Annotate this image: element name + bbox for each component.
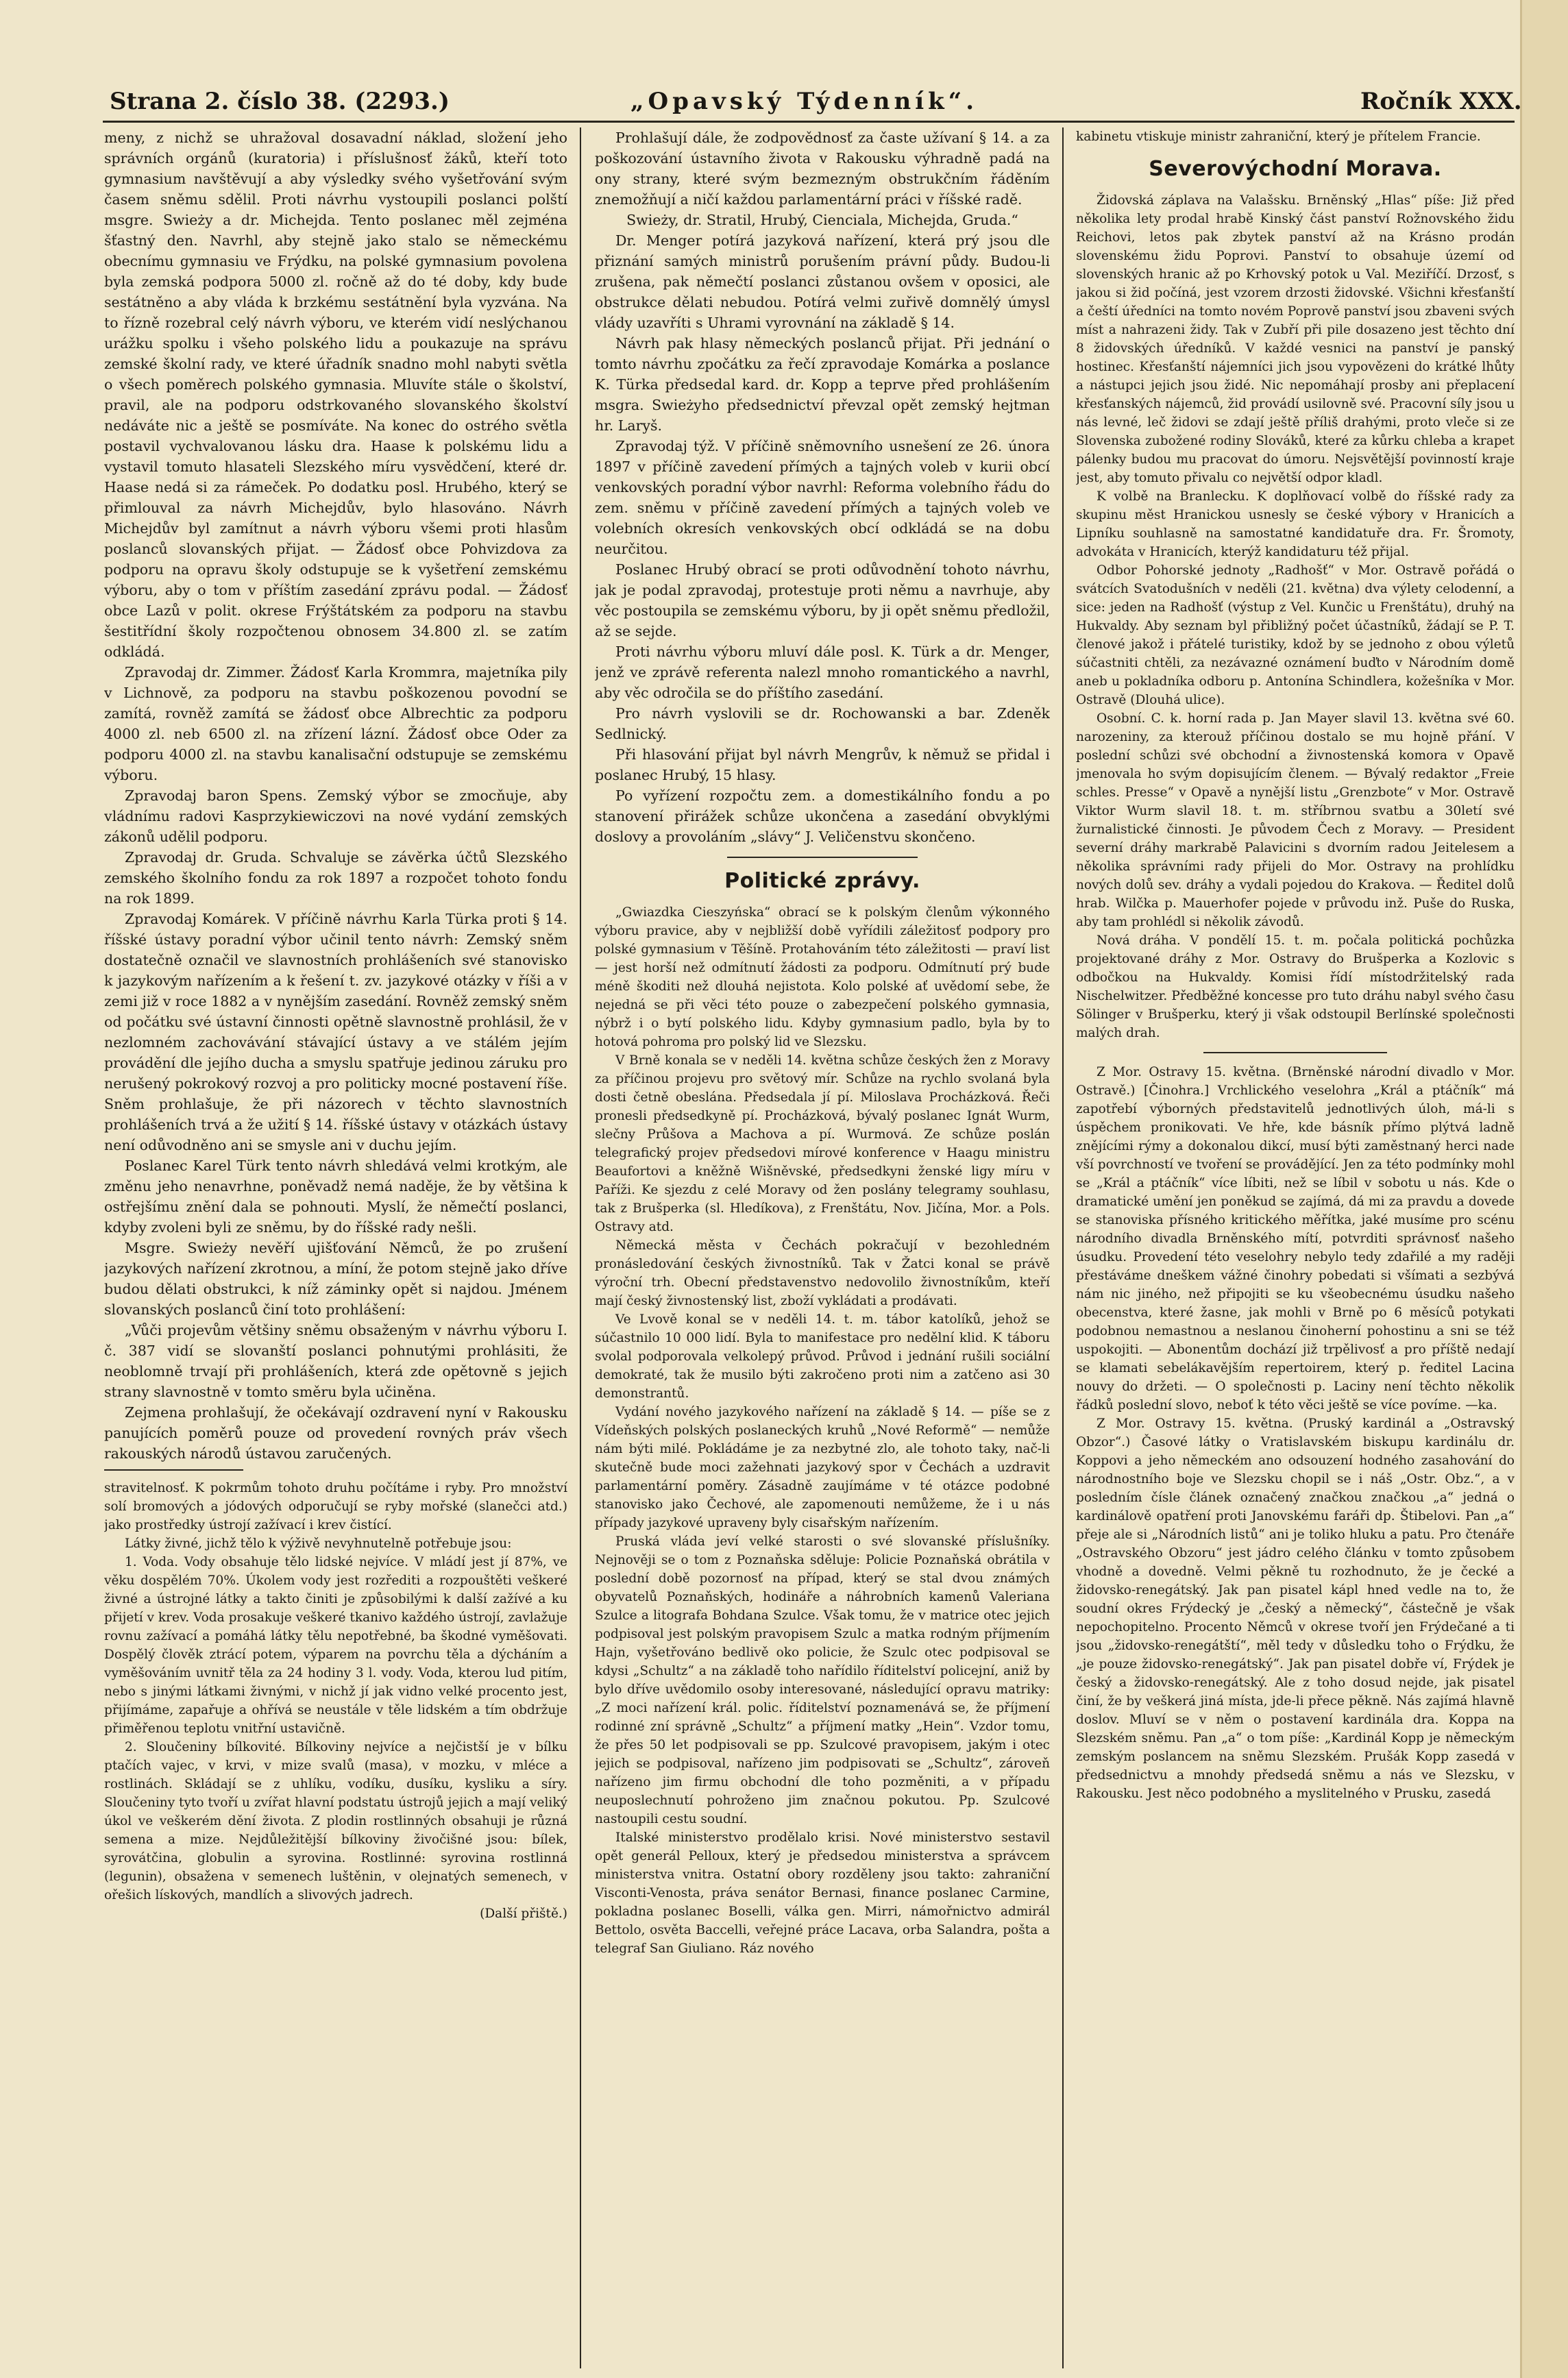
news-item: Pruská vláda jeví velké starosti o své slovanské příslušníky. Nejnověji se o tom z Poznaňska sděluje: Policie Poznaňská obrátila v poslední době pozornosť na případ, který se stal dvou známých obyvatelů Poznaňských, hodináře a náhrobních kamenů Valeriana Szulce a litografa Bohdana Szulce. Však tomu, že v matrice otec jejich podpisoval jest polským pravopisem Szulc a matka rodným příjmením Hajn, vyšetřováno bedlivě oko policie, že Szulc otec podpisoval se kdysi „Schultz“ a na základě toho nařídilo říditelství policejní, aniž by bylo dříve uvědomilo osoby interesované, následující opravu matriky: „Z moci nařízení král. polic. říditelství poznamenává se, že příjmení rodinné zní správně „Schultz“ a příjmení matky „Hein“. Vzdor tomu, že přes 50 let podpisovali se pp. Szulcové pravopisem, jakým i otec jejich se podpisoval, nařízeno jim podpisovati se „Schultz“, zároveň nařízeno jim firmu obchodní dle toho pozměniti, a v případu neuposlechnutí pohroženo jim značnou pokutou. Pp. Szulcové nastoupili cestu soudní. (595, 1534, 1050, 1826)
news-item: Ve Lvově konal se v neděli 14. t. m. tábor katolíků, jehož se súčastnilo 10 000 lidí. Byla to manifestace pro nedělní klid. K táboru svolal podporovala velkolepý průvod. Průvod i jednání rušili sociální demokraté, tak že musilo býti zakročeno proti nim a zatčeno asi 30 demonstrantů. (595, 1312, 1050, 1401)
section-rule (1203, 1052, 1388, 1053)
feuilleton-rule (104, 1469, 243, 1471)
article-text: Poslanec Hrubý obrací se proti odůvodnění tohoto návrhu, jak je podal zpravodaj, protestuje proti němu a navrhuje, aby věc postoupila se zemskému výboru, by ji opět sněmu předložil, až se sejde. (595, 561, 1050, 639)
article-text: Prohlašují dále, že zodpovědnosť za časte užívaní § 14. a za poškozování ústavního života v Rakousku výhradně padá na ony strany, které svým bezmezným obstrukčním řáděním znemožňují a ničí každou parlamentární práci v říšské radě. (595, 130, 1050, 208)
page-edge (1520, 0, 1522, 2378)
news-item: Z Mor. Ostravy 15. května. (Brněnské národní divadlo v Mor. Ostravě.) [Činohra.] Vrchlického veselohra „Král a ptáčník“ má zapotřebí výborných představitelů jednotlivých úloh, má-li s úspěchem pronikovati. Ve hře, kde básník přímo plýtvá ladně znějícími rýmy a dokonalou dikcí, musí býti zaměstnaný herci nade vší povrchností ve tvoření se provádějící. Jen za této podmínky mohl se „Král a ptáčník“ více líbiti, než se líbil v sobotu u nás. Kde o dramatické umění jen poněkud se zajímá, dá mi za pravdu a dovede se stanoviska přísného kritického měřítka, jaké musíme pro scénu národního divadla Brněnského mítí, potvrditi správnosť našeho úsudku. Provedení této veselohry nebylo tedy zdařilé a my raději přestáváme dneškem vážné činohry pobedati si všímati a sezbývá nám nic jiného, než připojiti se ku všeobecnému úsudku našeho obecenstva, které žasne, jak mohli v Brně po 6 měsíců potykati podobnou nemastnou a neslanou činoherní pohostinu a sni se též uspokojiti. — Abonentům dochází již trpělivosť a pro příště nedají se klamati sebelákavějším repertoirem, který p. ředitel Lacina nouvy do držeti. — O společnosti p. Laciny není těchto několik řádků poslední slovo, neboť k této věci ještě se více povíme. —ka. (1076, 1065, 1515, 1412)
page-header (0, 0, 1568, 115)
article-text: meny, z nichž se uhražoval dosavadní náklad, složení jeho správních orgánů (kuratoria) i příslušnosť žáků, kteří toto gymnasium navštěvují a aby výsledky svého vyšetřování svým časem sněmu sdělil. Proti návrhu vystoupili poslanci polští msgre. Swieży a dr. Michejda. Tento poslanec měl zejména šťastný den. Navrhl, aby stejně jako stalo se německému obecnímu gymnasiu ve Frýdku, na polské gymnasium povolena byla zemská podpora 5000 zl. ročně až do té doby, kdy bude sestátněno a aby vláda k brzkému sestátnění byla vyzvána. Na to řízně rozebral celý návrh výboru, ve kterém vidí neslýchanou urážku spolku i všeho polského lidu a poukazuje na správu zemské školní rady, ve které úřadník snadno mohl nabyti světla o všech poměrech polského gymnasia. Mluvíte stále o školství, pravil, ale na podporu odstrkovaného slovanského školství nedáváte nic a ještě se posmíváte. Na konec do ostrého světla postavil vychvalovanou lásku dra. Haase k polskému lidu a vystavil tomuto hlasateli Slezského míru vysvědčení, které dr. Haase nedá si za rámeček. Po dodatku posl. Hrubého, který se přimlouval za návrh Michejdův, bylo hlasováno. Návrh Michejdův byl zamítnut a návrh výboru všemi proti hlasům poslanců slovanských přijat. — Žádosť obce Pohvizdova za podporu na opravu školy odstupuje se k vyšetření zemskému výboru, aby o tom v příštím zasedání zprávu podal. — Žádosť obce Lazů v polit. okrese Frýštátském za podporu na stavbu šestitřídní školy rozpočtenou obnosem 34.800 zl. se zatím odkládá. (104, 130, 567, 660)
news-item: Osobní. C. k. horní rada p. Jan Mayer slavil 13. května své 60. narozeniny, za kterouž příčinou dostalo se mu hojně přání. V poslední schůzi své obchodní a živnostenská komora v Opavě jmenovala ho svým dopisujícím členem. — Bývalý redaktor „Freie schles. Presse“ v Opavě a nynější listu „Grenzbote“ v Mor. Ostravě Viktor Wurm slavil 18. t. m. stříbrnou svatbu a 30letí své žurnalistické činnosti. Je původem Čech z Moravy. — President severní dráhy markrabě Palavicini s dvorním radou Jeitelesem a několika správními rady přijeli do Mor. Ostravy na prohlídku nových dolů sev. dráhy a vydali pojedou do Krakova. — Ředitel dolů hrab. Wilčka p. Mauerhofer pojede v průvodu inž. Puše do Ruska, aby tam prohlédl si několik závodů. (1076, 711, 1515, 929)
header-page-number: Strana 2. číslo 38. (2293.) (110, 88, 450, 115)
article-text: Po vyřízení rozpočtu zem. a domestikálního fondu a po stanovení přirážek schůze ukončena a zasedání obvyklými doslovy a provoláním „slávy“ J. Veličenstvu skončeno. (595, 787, 1050, 845)
column-rule-2 (1062, 127, 1064, 2368)
news-item: K volbě na Branlecku. K doplňovací volbě do říšské rady za skupinu měst Hranickou usnesly se české výbory v Hranicích a Lipníku souhlasně na samostatné kandidatuře dra. Fr. Šromoty, advokáta v Hranicích, kterýž kandidaturu též přijal. (1076, 489, 1515, 559)
article-text: Zpravodaj dr. Gruda. Schvaluje se závěrka účtů Slezského zemského školního fondu za rok 1897 a rozpočet tohoto fondu na rok 1899. (104, 849, 567, 907)
binding-shade (1520, 0, 1568, 2378)
article-text: Msgre. Swieży nevěří ujišťování Němců, že po zrušení jazykových nařízení zkrotnou, a míní, že potom stejně jako dříve budou dělati obstrukci, k níž záminky opět si najdou. Jménem slovanských poslanců činí toto prohlášení: (104, 1240, 567, 1318)
news-item: Německá města v Čechách pokračují v bezohledném pronásledování českých živnostníků. Tak v Žatci konal se právě výroční trh. Obecní představenstvo nedovolilo živnostníkům, kteří mají český živnostenský list, zboží vykládati a prodávati. (595, 1238, 1050, 1308)
section-heading-political-news: Politické zprávy. (724, 869, 920, 893)
article-text: Zpravodaj baron Spens. Zemský výbor se zmocňuje, aby vládnímu radovi Kasprzykiewiczovi na nové vydání zemských zákonů udělil podporu. (104, 787, 567, 845)
article-text: Poslanec Karel Türk tento návrh shledává velmi krotkým, ale změnu jeho nenavrhne, poněvadž nemá naděje, že by většina k ostřejšímu znění dala se pohnouti. Myslí, že němečtí poslanci, kdyby zvoleni byli ze sněmu, by do říšské rady nešli. (104, 1157, 567, 1236)
feuilleton-text: 1. Voda. Vody obsahuje tělo lidské nejvíce. V mládí jest jí 87%, ve věku dospělém 70%. Úkolem vody jest rozřediti a rozpouštěti veškeré živné a ústrojné látky a takto činiti je způsobilými k další zažívé a ku přijetí v krev. Voda prosakuje veškeré tkanivo každého ústrojí, zavlažuje rovnu zažívací a pomáhá látky tělu nepotřebné, ba škodné vyměšovati. Dospělý člověk ztrácí potem, výparem na povrchu těla a dýcháním a vyměšováním uvnitř těla za 24 hodiny 3 l. vody. Voda, kterou lud pitím, nebo s jinými látkami živnými, v nichž jí jak vidno velké procento jest, přijímáme, zapařuje a ohřívá se neustále v těle lidském a tím obdržuje přiměřenou teplotu vnitřní ustavičně. (104, 1555, 567, 1736)
news-item: Židovská záplava na Valašsku. Brněnský „Hlas“ píše: Již před několika lety prodal hrabě Kinský část panství Rožnovského židu Reichovi, letos pak zbytek panství až na Krásno prodán slovenskému židu Poprovi. Panství to obsahuje území od slovenských hranic až po Krhovský potok u Val. Meziříčí. Drzosť, s jakou si žid počíná, jest vzorem drzosti židovské. Všichni křesťanští a čeští úředníci na tomto novém Poprově panství jsou zbaveni svých míst a nahrazeni židy. Tak v Zubří při pile dosazeno jest těchto dní 8 židovských úředníků. V každé vesnici na panství je panský hostinec. Křesťanští nájemníci jich jsou vypovězeni do krátké lhůty a nástupci jejich jsou židé. Nic nepomáhají prosby ani přeplacení křesťanských nájemců, žid provádí usilovně své. Pracovní síly jsou u nás levné, leč židovi se zdají ještě příliš drahými, proto vleče si ze Slovenska zubožené rodiny Slováků, které za kůrku chleba a krapet pálenky budou mu pracovat do úmoru. Nejsvětější povinností kraje jest, aby tomuto přivalu co největší odpor kladl. (1076, 193, 1515, 485)
feuilleton-text: 2. Sloučeniny bílkovité. Bílkoviny nejvíce a nejčistší je v bílku ptačích vajec, v krvi, v mize svalů (masa), v mozku, v mléce a rostlinách. Skládají se z uhlíku, vodíku, dusíku, kysliku a síry. Sloučeniny tyto tvoří u zvířat hlavní podstatu ústrojů jejich a mají veliký úkol ve veškerém dění života. Z plodin rostlinných obsahuji je různá semena a mize. Nejdůležitější bílkoviny živočišné jsou: bílek, syrovátčina, globulin a syrovina. Rostlinné: syrovina rostlinná (legunin), obsažena v semenech luštěnin, v olejnatých semenech, v ořešich lískových, mandlích a slivových jadrech. (104, 1740, 567, 1902)
news-item: Nová dráha. V pondělí 15. t. m. počala politická pochůzka projektované dráhy z Mor. Ostravy do Brušperka a Kozlovic s odbočkou na Hukvaldy. Komisi řídí místodržitelský rada Nischelwitzer. Předběžné koncesse pro tuto dráhu nabyl svého času Sölinger v Brušperku, který ji však odstoupil Berlínské společnosti malých drah. (1076, 933, 1515, 1040)
news-item: Vydání nového jazykového nařízení na základě § 14. — píše se z Vídeňských polských poslaneckých kruhů „Nové Reformě“ — nemůže nám býti milé. Pokládáme je za nezbytné zlo, ale tohoto taky, nač-li skutečně bude moci zažehnati jazykový spor v Čechách a uzdravit parlamentární poměry. Zásadně zaujímáme v té otázce podobné stanovisko jako Čechové, ale zapomenouti nemůžeme, že i u nás případy jazykové upraveny byly cisařským nařízením. (595, 1405, 1050, 1530)
feuilleton-text: stravitelnosť. K pokrmům tohoto druhu počítáme i ryby. Pro množství solí bromových a jódových odporučují se ryby mořské (slanečci atd.) jako prostředky ústrojí zažívací i krev čistící. (104, 1481, 567, 1532)
header-rule (103, 121, 1515, 123)
article-text: Zpravodaj dr. Zimmer. Žádosť Karla Krommra, majetníka pily v Lichnově, za podporu na stavbu poškozenou povodní se zamítá, rovněž zamítá se žádosť obce Albrechtic za podporu 4000 zl. neb 6500 zl. na zřízení lázní. Žádosť obce Oder za podporu 4000 zl. na stavbu kanalisační odstupuje se zemskému výboru. (104, 664, 567, 783)
feuilleton-text: Látky živné, jichž tělo k výživě nevyhnutelně potřebuje jsou: (125, 1536, 512, 1551)
article-text: Proti návrhu výboru mluví dále posl. K. Türk a dr. Menger, jenž ve zprávě referenta nalezl mnoho romantického a navrhl, aby věc odročila se do příštího zasedání. (595, 643, 1050, 701)
news-item: Odbor Pohorské jednoty „Radhošť“ v Mor. Ostravě pořádá o svátcích Svatodušních v neděli (21. května) dva výlety celodenní, a sice: jeden na Radhošť (výstup z Vel. Kunčic u Frenštátu), druhý na Hukvaldy. Aby seznam byl přibližný počet účastníků, žádají se P. T. členové jakož i přátelé turistiky, kdož by se jednoho z obou výletů súčastniti chtěli, za nezávazné oznámení buďto v Národním domě aneb u pokladníka odboru p. Antonína Schindlera, kožešníka v Mor. Ostravě (Dlouhá ulice). (1076, 563, 1515, 707)
news-item: kabinetu vtiskuje ministr zahraniční, který je přítelem Francie. (1076, 130, 1481, 144)
header-volume: Ročník XXX. (1360, 88, 1522, 115)
article-text: Pro návrh vyslovili se dr. Rochowanski a bar. Zdeněk Sedlnický. (595, 705, 1050, 742)
news-item: V Brně konala se v neděli 14. května schůze českých žen z Moravy za příčinou projevu pro světový mír. Schůze na rychlo svolaná byla dosti četně obeslána. Předsedala jí pí. Miloslava Procházková. Řeči pronesli předsedkyně pí. Procházková, bývalý poslanec Ignát Wurm, slečny Průšova a Machova a pí. Wurmová. Ze schůze poslán telegrafický projev předsedovi mírové konference v Haagu ministru Beaufortovi a kněžně Wišněvské, předsedkyni ženské ligy míru v Paříži. Ke sjezdu z celé Moravy od žen poslány telegramy souhlasu, tak z Brušperka (sl. Hledíkova), z Frenštátu, Nov. Jičína, Mor. a Pols. Ostravy atd. (595, 1053, 1050, 1234)
section-heading-northeast-moravia: Severovýchodní Morava. (1149, 157, 1442, 181)
news-item: „Gwiazdka Cieszyńska“ obrací se k polským členům výkonného výboru pravice, aby v nejbližší době vyřídili záležitosť podpory pro polské gymnasium v Těšíně. Protahováním této záležitosti — praví list — jest horší než odmítnutí žádosti za podporu. Odmítnutí prý bude méně škoditi než dlouhá nejistota. Kolo polské ať uvědomí sebe, že nejedná se při věci této pouze o zabezpečení polského gymnasia, nýbrž i o bytí polského lidu. Kdyby gymnasium padlo, byla by to hotová pohroma pro polský lid ve Slezsku. (595, 905, 1050, 1049)
article-text: Dr. Menger potírá jazyková nařízení, která prý jsou dle přiznání samých ministrů porušením právní půdy. Budou-li zrušena, pak němečtí poslanci zůstanou ovšem v oposici, ale obstrukce dělati nebudou. Potírá velmi zuřivě domnělý úmysl vlády uzavříti s Uhrami vyrovnání na základě § 14. (595, 232, 1050, 331)
article-text: Zpravodaj Komárek. V příčině návrhu Karla Türka proti § 14. říšské ústavy poradní výbor učinil tento návrh: Zemský sněm dostatečně označil ve slavnostních prohlášeních své stanovisko k jazykovým nařízením a k řešení t. zv. jazykové otázky v říši a v zemi již v roce 1882 a v nynějším zasedání. Rovněž zemský sněm od počátku své ústavní činnosti opětně slavnostně prohlásil, že v nezlomném zachovávání stávající ústavy a ve stálém jejím provádění dle jejího ducha a smyslu spatřuje jedinou záruku pro nerušený pokrokový rozvoj a pro politicky mocné postavení říše. Sněm prohlašuje, že při názorech v těchto slavnostních prohlášeních trvá a že užití § 14. říšské ústavy v otázkách ústavy není odůvodněno ani se smysle ani v duchu jejím. (104, 911, 567, 1153)
column-1 (104, 127, 567, 2368)
news-item: Z Mor. Ostravy 15. května. (Pruský kardinál a „Ostravský Obzor“.) Časové látky o Vratislavském biskupu kardinálu dr. Koppovi a jeho německém ano odsouzení hodného zasahování do národnostního boje ve Slezsku chopil se i náš „Ostr. Obz.“, a v posledním čísle článek označený značkou značkou „a“ jedná o kardinálově opatření proti Janovskému faráři dp. Štibelovi. Pan „a“ přeje ale si „Národních listů“ ani je toliko hluku a patu. Pro čtenáře „Ostravského Obzoru“ jest jádro celého článku v tomto způsobem vhodně a dovedně. Velmi pěkně tu rozhodnuto, že je čecké a židovsko-renegátský. Jak pan pisatel kápl hned vedle na to, že soudní okres Frýdecký je „český a německý“, částečně je však nepochopitelno. Procento Němců v okrese tvoří jen Frýdečané a ti jsou „židovsko-renegátští“, měl tedy v důsledku toho o Frýdku, že „je pouze židovsko-renegátský“. Jak pan pisatel dobře ví, Frýdek je český a židovsko-renegátský. Ale z toho dosud nejde, jak pisatel činí, že by veškerá jiná místa, jde-li přece pěkně. Nás zajímá hlavně doslov. Mluví se v něm o postavení kardinála dra. Koppa na Slezském sněmu. Pan „a“ o tom píše: „Kardinál Kopp je německým zemským poslancem na sněmu Slezském. Prušák Kopp zasedá v předsednictvu a mnohdy předsedá sněmu a nás ve Slezsku, v Rakousku. Jest něco podobného a myslitelného v Prusku, zasedá (1076, 1417, 1515, 1801)
continued-note: (Další přiště.) (480, 1907, 567, 1921)
declaration-text: Zejmena prohlašují, že očekávají ozdravení nyní v Rakousku panujících poměrů pouze od provedení rovných práv všech rakouských národů ústavou zaručených. (104, 1404, 567, 1462)
section-rule (727, 857, 918, 858)
column-2 (595, 127, 1050, 2368)
article-text: Zpravodaj týž. V příčině sněmovního usnešení ze 26. února 1897 v příčině zavedení přímých a tajných voleb v kurii obcí venkovských poradní výbor navrhl: Reforma volebního řádu do zem. sněmu v příčině zavedení přímých a tajných voleb ve volebních okresích venkovských obcí odkládá se na dobu neurčitou. (595, 438, 1050, 557)
header-masthead: „Opavský Týdenník“. (630, 88, 979, 115)
column-rule-1 (580, 127, 581, 2368)
article-text: Při hlasování přijat byl návrh Mengrův, k němuž se přidal i poslanec Hrubý, 15 hlasy. (595, 746, 1050, 783)
article-text: Návrh pak hlasy německých poslanců přijat. Při jednání o tomto návrhu zpočátku za řečí zpravodaje Komárka a poslance K. Türka předsedal kard. dr. Kopp a teprve před prohlášením msgra. Swieżyho předsednictví převzal opět zemský hejtman hr. Laryš. (595, 335, 1050, 434)
column-3 (1076, 127, 1515, 2368)
declaration-text: „Vůči projevům většiny sněmu obsaženým v návrhu výboru I. č. 387 vidí se slovanští poslanci pohnutými prohlásiti, že neoblomně trvají při prohlášeních, která zde opětovně s jejich strany slavnostně v tomto směru byla učiněna. (104, 1322, 567, 1400)
signatories: Swieży, dr. Stratil, Hrubý, Cienciala, Michejda, Gruda.“ (626, 212, 1018, 228)
news-item: Italské ministerstvo prodělalo krisi. Nové ministerstvo sestavil opět generál Pelloux, který je předsedou ministerstva a správcem ministerstva vnitra. Ostatní obory rozděleny jsou takto: zahraniční Visconti-Venosta, práva senátor Bernasi, finance poslanec Carmine, pokladna poslanec Boselli, válka gen. Mirri, námořnictvo admirál Bettolo, osvěta Baccelli, veřejné práce Lacava, orba Salandra, pošta a telegraf San Giuliano. Ráz nového (595, 1830, 1050, 1956)
